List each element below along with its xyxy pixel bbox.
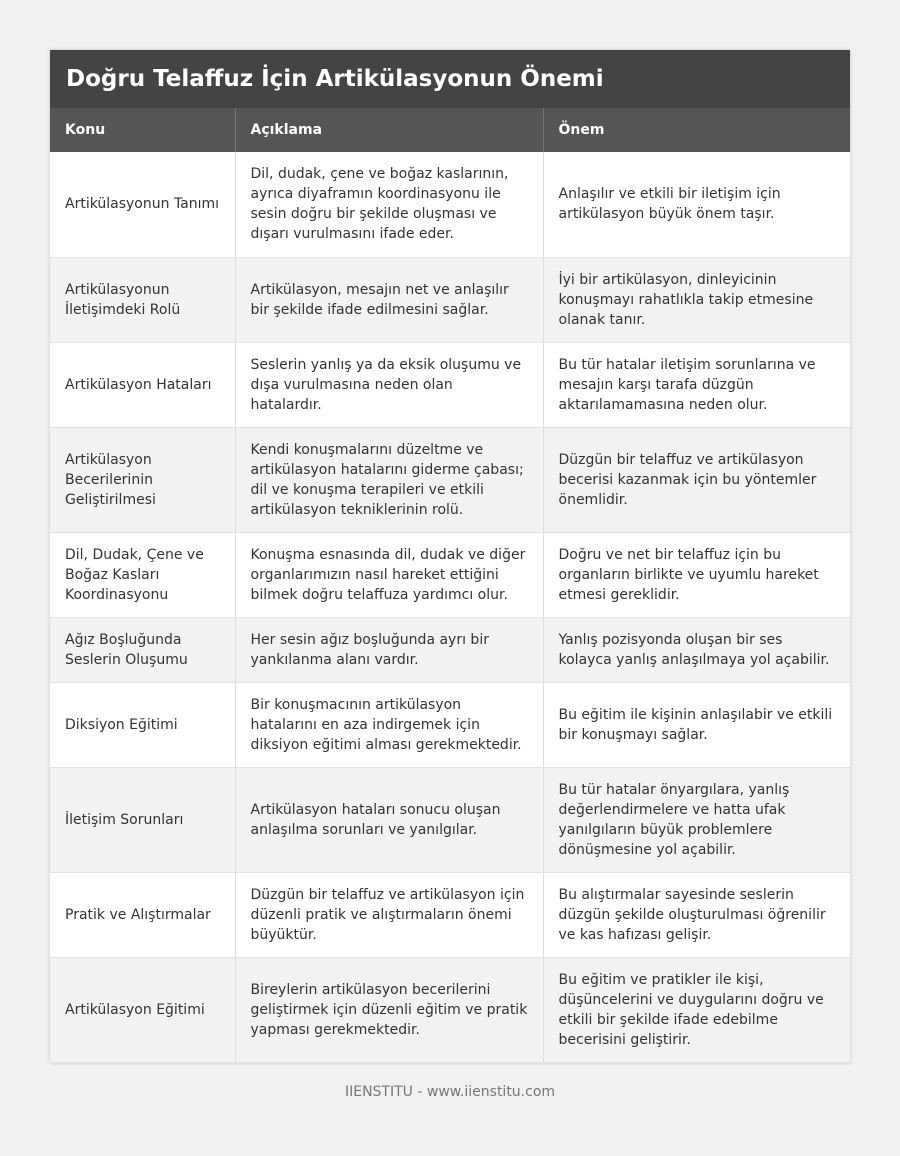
- articulation-table: [50, 108, 850, 1063]
- cell-onem: Bu tür hatalar önyargılara, yanlış değerlendirmelere ve hatta ufak yanılgıların büyük problemlere dönüşmesine yol açabilir.: [543, 767, 850, 872]
- cell-onem: Doğru ve net bir telaffuz için bu organların birlikte ve uyumlu hareket etmesi gereklidir.: [543, 532, 850, 617]
- cell-konu: Artikülasyonun Tanımı: [50, 152, 235, 257]
- cell-konu: Diksiyon Eğitimi: [50, 682, 235, 767]
- cell-onem: Yanlış pozisyonda oluşan bir ses kolayca yanlış anlaşılmaya yol açabilir.: [543, 617, 850, 682]
- table-row: [50, 682, 850, 767]
- cell-aciklama: Dil, dudak, çene ve boğaz kaslarının, ayrıca diyaframın koordinasyonu ile sesin doğru bir şekilde oluşması ve dışarı vurulmasını ifade eder.: [235, 152, 543, 257]
- cell-aciklama: Bir konuşmacının artikülasyon hatalarını en aza indirgemek için diksiyon eğitimi alması gerekmektedir.: [235, 682, 543, 767]
- cell-konu: Artikülasyon Eğitimi: [50, 957, 235, 1062]
- page-title: Doğru Telaffuz İçin Artikülasyonun Önemi: [50, 50, 850, 108]
- cell-aciklama: Her sesin ağız boşluğunda ayrı bir yankılanma alanı vardır.: [235, 617, 543, 682]
- cell-konu: Artikülasyonun İletişimdeki Rolü: [50, 257, 235, 342]
- cell-konu: İletişim Sorunları: [50, 767, 235, 872]
- cell-aciklama: Kendi konuşmalarını düzeltme ve artikülasyon hatalarını giderme çabası; dil ve konuşma terapileri ve etkili artikülasyon tekniklerinin rolü.: [235, 427, 543, 532]
- table-header-row: [50, 108, 850, 152]
- footer-credit: IIENSTITU - www.iienstitu.com: [344, 1084, 556, 1100]
- column-header-onem: Önem: [543, 108, 850, 152]
- cell-onem: Bu eğitim ile kişinin anlaşılabir ve etkili bir konuşmayı sağlar.: [543, 682, 850, 767]
- cell-aciklama: Artikülasyon hataları sonucu oluşan anlaşılma sorunları ve yanılgılar.: [235, 767, 543, 872]
- cell-konu: Ağız Boşluğunda Seslerin Oluşumu: [50, 617, 235, 682]
- content-card: [50, 50, 850, 1063]
- table-row: [50, 872, 850, 957]
- cell-onem: Düzgün bir telaffuz ve artikülasyon becerisi kazanmak için bu yöntemler önemlidir.: [543, 427, 850, 532]
- column-header-aciklama: Açıklama: [235, 108, 543, 152]
- table-row: [50, 617, 850, 682]
- cell-aciklama: Seslerin yanlış ya da eksik oluşumu ve dışa vurulmasına neden olan hatalardır.: [235, 342, 543, 427]
- cell-konu: Pratik ve Alıştırmalar: [50, 872, 235, 957]
- cell-konu: Artikülasyon Hataları: [50, 342, 235, 427]
- table-row: [50, 257, 850, 342]
- column-header-konu: Konu: [50, 108, 235, 152]
- table-row: [50, 957, 850, 1062]
- table-row: [50, 342, 850, 427]
- cell-onem: Bu alıştırmalar sayesinde seslerin düzgün şekilde oluşturulması öğrenilir ve kas hafızası gelişir.: [543, 872, 850, 957]
- table-row: [50, 532, 850, 617]
- cell-aciklama: Artikülasyon, mesajın net ve anlaşılır bir şekilde ifade edilmesini sağlar.: [235, 257, 543, 342]
- cell-konu: Artikülasyon Becerilerinin Geliştirilmesi: [50, 427, 235, 532]
- cell-aciklama: Düzgün bir telaffuz ve artikülasyon için düzenli pratik ve alıştırmaların önemi büyüktür.: [235, 872, 543, 957]
- cell-aciklama: Bireylerin artikülasyon becerilerini geliştirmek için düzenli eğitim ve pratik yapması gerekmektedir.: [235, 957, 543, 1062]
- table-row: [50, 767, 850, 872]
- table-row: [50, 152, 850, 257]
- cell-onem: Anlaşılır ve etkili bir iletişim için artikülasyon büyük önem taşır.: [543, 152, 850, 257]
- table-row: [50, 427, 850, 532]
- cell-aciklama: Konuşma esnasında dil, dudak ve diğer organlarımızın nasıl hareket ettiğini bilmek doğru telaffuza yardımcı olur.: [235, 532, 543, 617]
- cell-onem: Bu tür hatalar iletişim sorunlarına ve mesajın karşı tarafa düzgün aktarılamamasına neden olur.: [543, 342, 850, 427]
- cell-konu: Dil, Dudak, Çene ve Boğaz Kasları Koordinasyonu: [50, 532, 235, 617]
- cell-onem: İyi bir artikülasyon, dinleyicinin konuşmayı rahatlıkla takip etmesine olanak tanır.: [543, 257, 850, 342]
- cell-onem: Bu eğitim ve pratikler ile kişi, düşüncelerini ve duygularını doğru ve etkili bir şekilde ifade edebilme becerisini geliştirir.: [543, 957, 850, 1062]
